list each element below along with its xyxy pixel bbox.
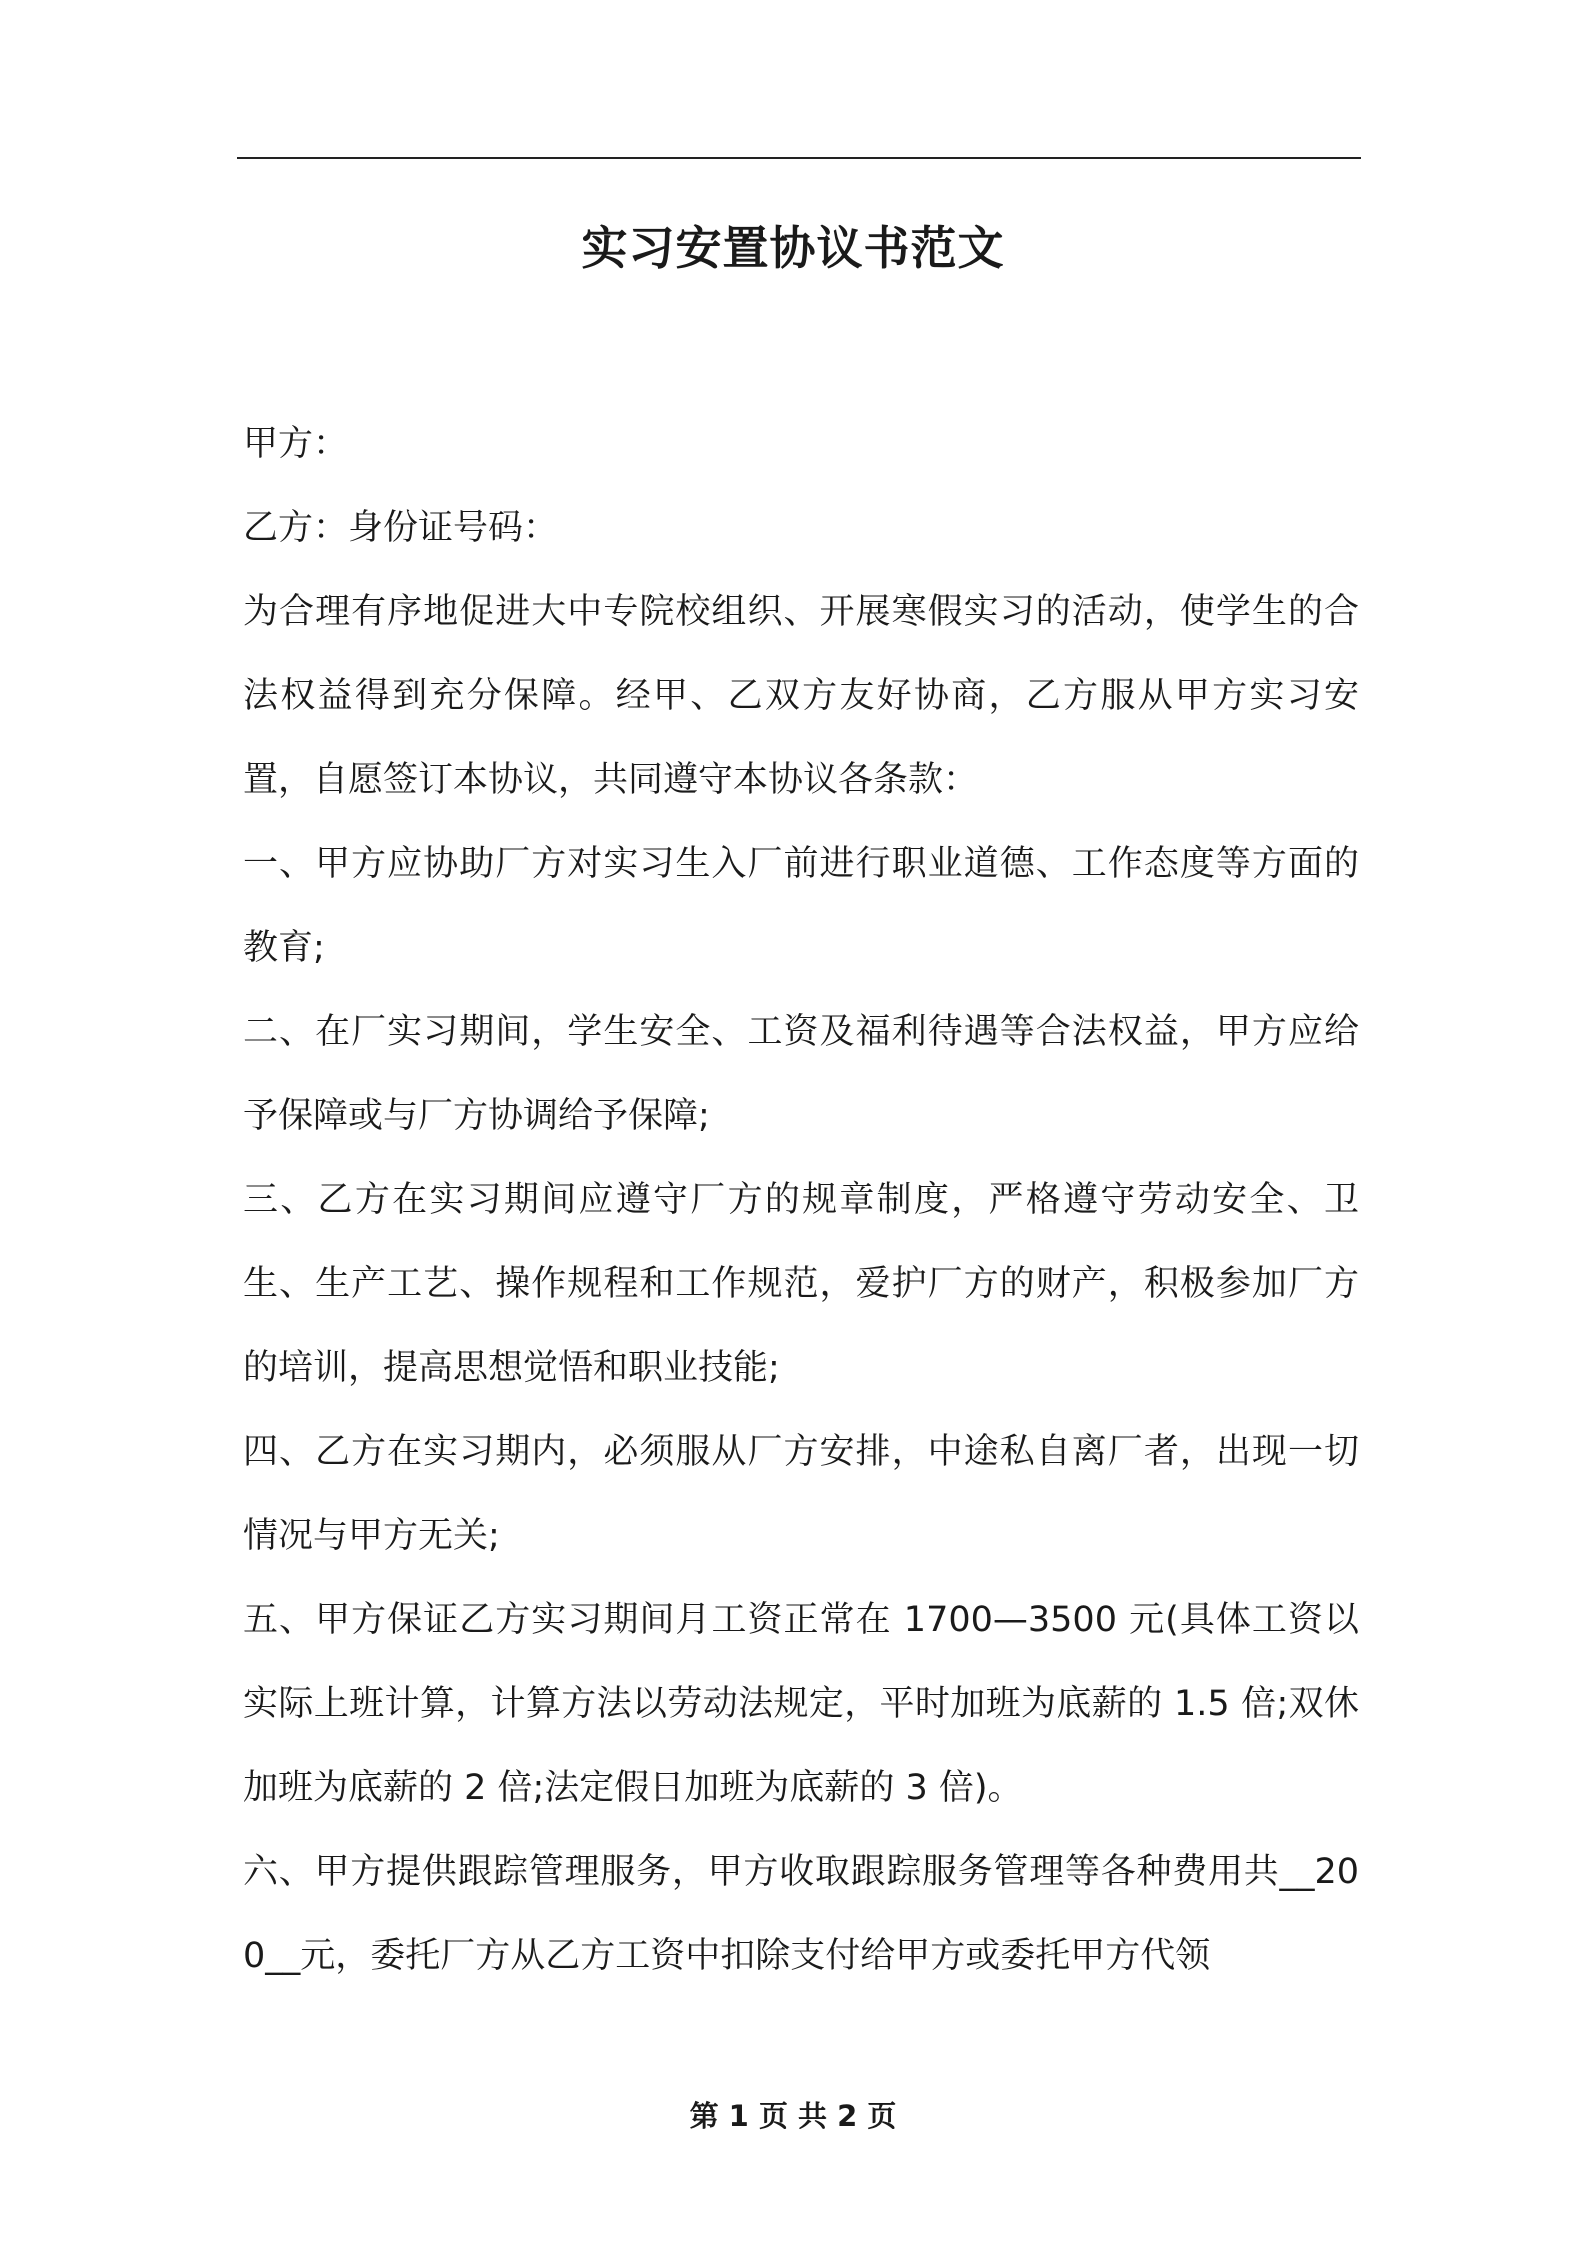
clause-5: 五、甲方保证乙方实习期间月工资正常在 1700—3500 元(具体工资以实际上班计算，计算方法以劳动法规定，平时加班为底薪的 1.5 倍;双休加班为底薪的 2 倍;法定假日加班为底薪的 3 倍)。 [243, 1600, 1359, 1808]
party-a-line: 甲方： [243, 424, 349, 464]
clause-1: 一、甲方应协助厂方对实习生入厂前进行职业道德、工作态度等方面的教育; [243, 844, 1359, 968]
header-divider [237, 157, 1361, 159]
document-body [243, 402, 1359, 1998]
preamble-paragraph: 为合理有序地促进大中专院校组织、开展寒假实习的活动，使学生的合法权益得到充分保障。经甲、乙双方友好协商，乙方服从甲方实习安置，自愿签订本协议，共同遵守本协议各条款： [243, 592, 1359, 800]
clause-6: 六、甲方提供跟踪管理服务，甲方收取跟踪服务管理等各种费用共__200__元，委托厂方从乙方工资中扣除支付给甲方或委托甲方代领 [243, 1852, 1359, 1976]
clause-2: 二、在厂实习期间，学生安全、工资及福利待遇等合法权益，甲方应给予保障或与厂方协调给予保障; [243, 1012, 1359, 1136]
page-number-footer: 第 1 页 共 2 页 [689, 2099, 897, 2133]
clause-4: 四、乙方在实习期内，必须服从厂方安排，中途私自离厂者，出现一切情况与甲方无关; [243, 1432, 1359, 1556]
document-title: 实习安置协议书范文 [581, 221, 1005, 275]
clause-3: 三、乙方在实习期间应遵守厂方的规章制度，严格遵守劳动安全、卫生、生产工艺、操作规程和工作规范，爱护厂方的财产，积极参加厂方的培训，提高思想觉悟和职业技能; [243, 1180, 1359, 1388]
party-b-line: 乙方：身份证号码： [243, 508, 559, 548]
